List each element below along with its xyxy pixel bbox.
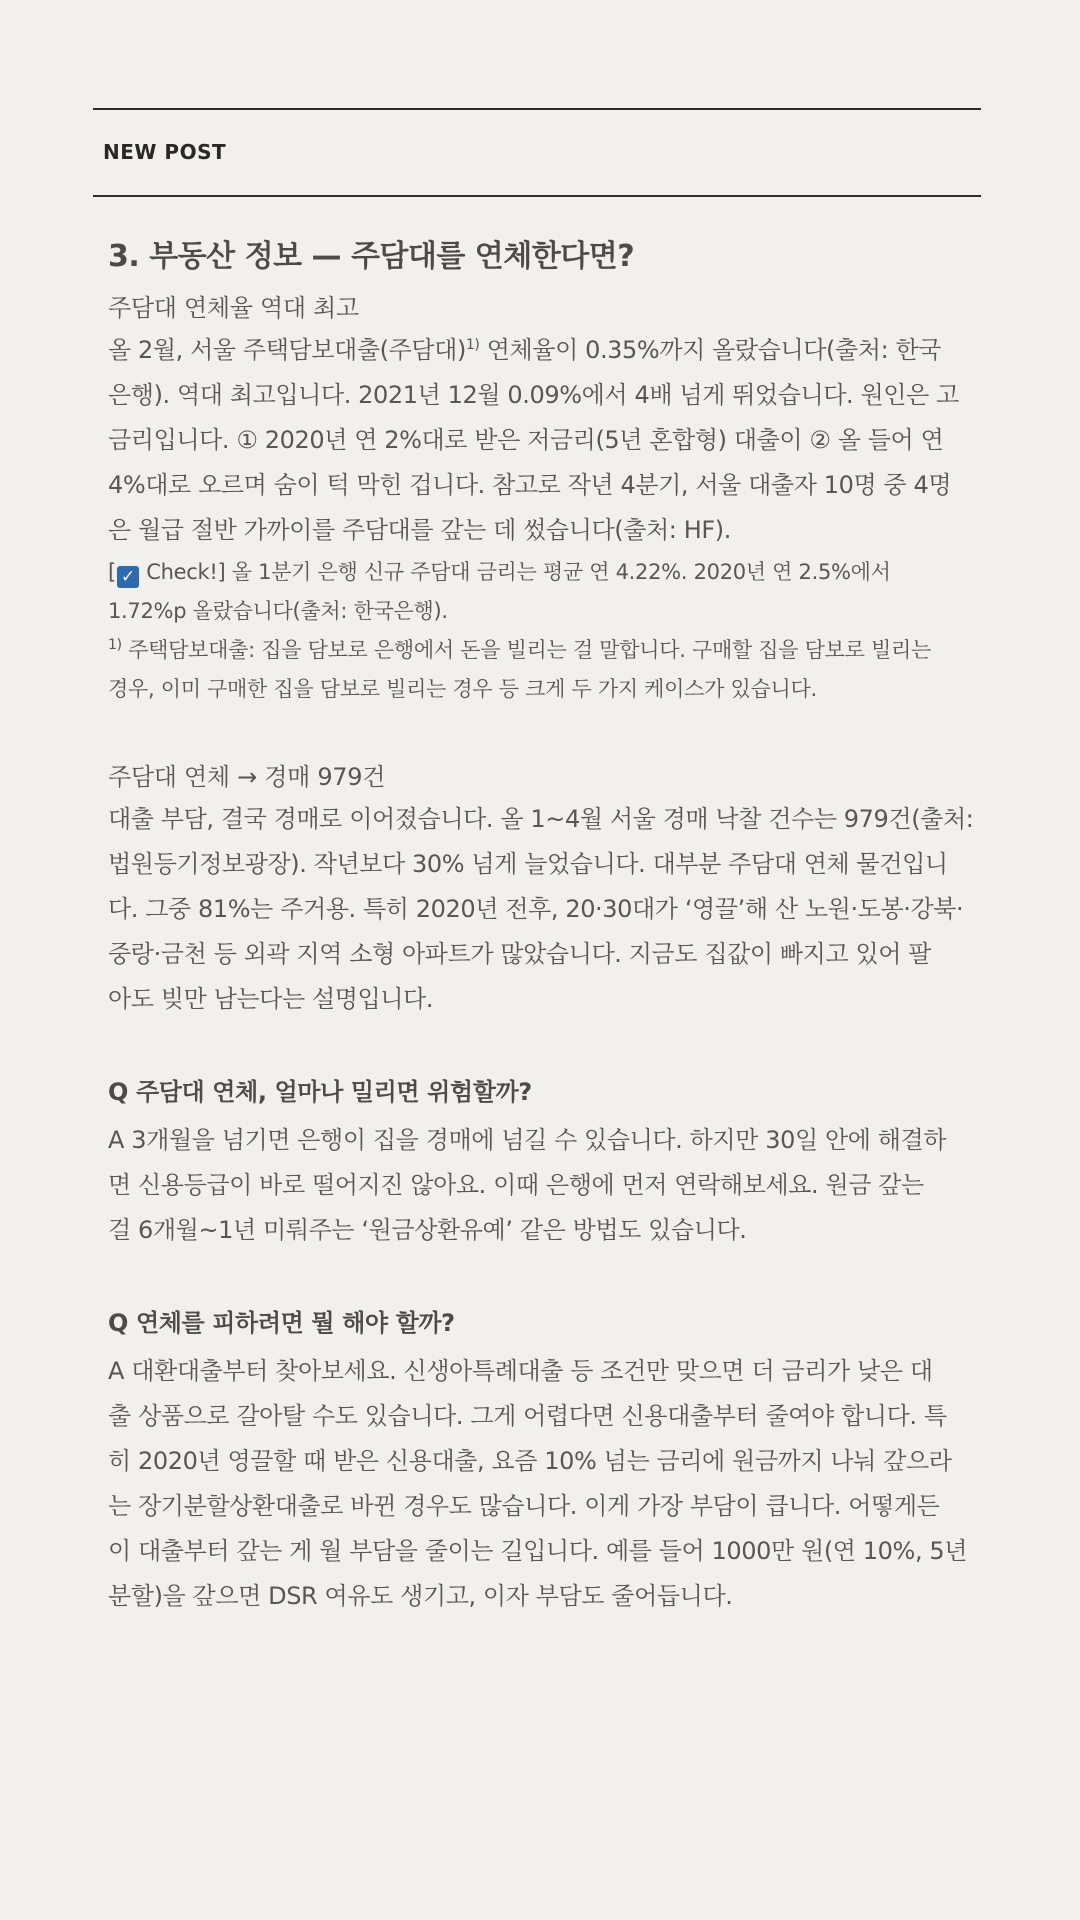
article-title: 3. 부동산 정보 — 주담대를 연체한다면?: [108, 239, 635, 274]
qa2-line: A 대환대출부터 찾아보세요. 신생아특례대출 등 조건만 맞으면 더 금리가 낮은 대: [108, 1357, 933, 1385]
qa2-answer: [108, 1349, 1008, 1619]
section2-line: 다. 그중 81%는 주거용. 특히 2020년 전후, 20·30대가 ‘영끌’해 산 노원·도봉·강북·: [108, 895, 964, 923]
section2-line: 아도 빚만 남는다는 설명입니다.: [108, 985, 434, 1013]
qa1-line: 걸 6개월~1년 미뤄주는 ‘원금상환유예’ 같은 방법도 있습니다.: [108, 1216, 747, 1244]
new-post-label: NEW POST: [103, 140, 227, 164]
section2-line: 중랑·금천 등 외곽 지역 소형 아파트가 많았습니다. 지금도 집값이 빠지고 있어 팔: [108, 940, 932, 968]
qa2-line: 이 대출부터 갚는 게 월 부담을 줄이는 길입니다. 예를 들어 1000만 원(연 10%, 5년: [108, 1537, 968, 1565]
section2-paragraph: [108, 797, 1008, 1022]
section1-line: 은행). 역대 최고입니다. 2021년 12월 0.09%에서 4배 넘게 뛰었습니다. 원인은 고: [108, 381, 959, 409]
qa1-question: Q 주담대 연체, 얼마나 밀리면 위험할까?: [108, 1078, 532, 1106]
section1-paragraph: [108, 328, 1008, 553]
footnote-marker: 1): [465, 337, 480, 353]
check-note: [ ✓ Check!] 올 1분기 은행 신규 주담대 금리는 평균 연 4.22%. 2020년 연 2.5%에서 1.72%p 올랐습니다(출처: 한국은행).: [108, 560, 891, 623]
qa2-line: 는 장기분할상환대출로 바뀐 경우도 많습니다. 이게 가장 부담이 큽니다. 어떻게든: [108, 1492, 940, 1520]
checkbox-icon: ✓: [117, 566, 139, 588]
footnote: $^{1)}$ 주택담보대출: 집을 담보로 은행에서 돈을 빌리는 걸 말합니다. 구매할 집을 담보로 빌리는 경우, 이미 구매한 집을 담보로 빌리는 경우 등 크게 두 가지 케이스가 있습니다.: [108, 637, 931, 701]
section1-line: 올 2월, 서울 주택담보대출(주담대)$^{1)}$ 연체율이 0.35%까지 올랐습니다(출처: 한국: [108, 336, 942, 364]
footnote-marker: 1): [108, 637, 122, 653]
article-body: [108, 232, 1008, 1619]
qa2-line: 히 2020년 영끌할 때 받은 신용대출, 요즘 10% 넘는 금리에 원금까지 나눠 갚으라: [108, 1447, 952, 1475]
qa2-question: Q 연체를 피하려면 뭘 해야 할까?: [108, 1309, 455, 1337]
section2-line: 법원등기정보광장). 작년보다 30% 넘게 늘었습니다. 대부분 주담대 연체 물건입니: [108, 850, 948, 878]
qa1-line: 면 신용등급이 바로 떨어지진 않아요. 이때 은행에 먼저 연락해보세요. 원금 갚는: [108, 1171, 924, 1199]
qa1-line: A 3개월을 넘기면 은행이 집을 경매에 넘길 수 있습니다. 하지만 30일 안에 해결하: [108, 1126, 947, 1154]
section2-subhead: 주담대 연체 → 경매 979건: [108, 763, 386, 791]
section2-line: 대출 부담, 결국 경매로 이어졌습니다. 올 1~4월 서울 경매 낙찰 건수는 979건(출처:: [108, 805, 974, 833]
section1-line: 은 월급 절반 가까이를 주담대를 갚는 데 썼습니다(출처: HF).: [108, 516, 731, 544]
qa2-line: 분할)을 갚으면 DSR 여유도 생기고, 이자 부담도 줄어듭니다.: [108, 1582, 733, 1610]
qa2-line: 출 상품으로 갈아탈 수도 있습니다. 그게 어렵다면 신용대출부터 줄여야 합니다. 특: [108, 1402, 947, 1430]
section1-subhead: 주담대 연체율 역대 최고: [108, 294, 359, 322]
section1-line: 4%대로 오르며 숨이 턱 막힌 겁니다. 참고로 작년 4분기, 서울 대출자 10명 중 4명: [108, 471, 952, 499]
qa1-answer: [108, 1118, 1008, 1253]
header-top-rule: [93, 108, 981, 110]
header-bottom-rule: [93, 195, 981, 197]
section1-line: 금리입니다. ① 2020년 연 2%대로 받은 저금리(5년 혼합형) 대출이 ② 올 들어 연: [108, 426, 944, 454]
